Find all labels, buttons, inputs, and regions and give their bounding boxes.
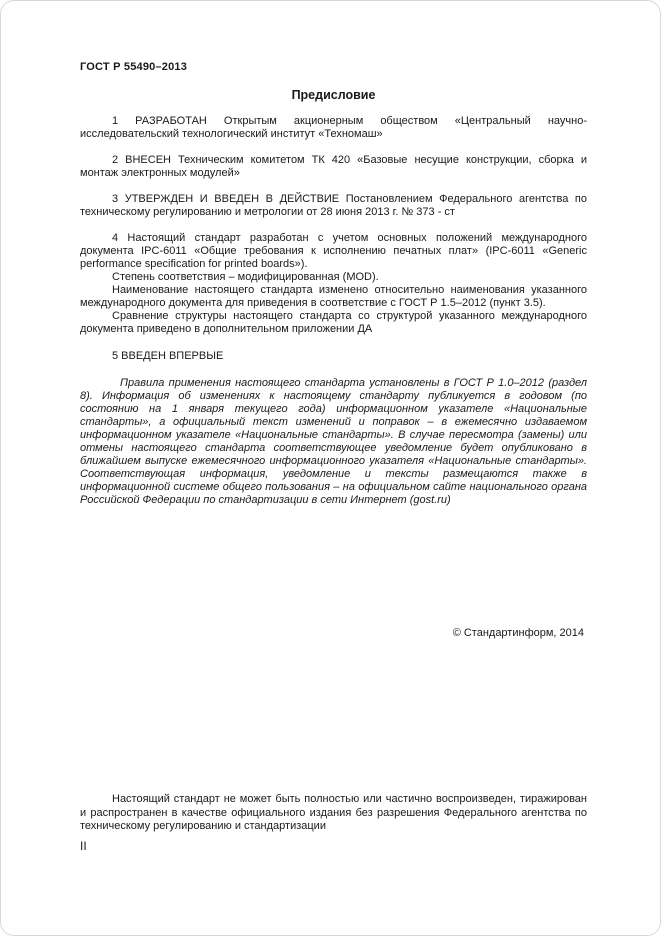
page-number: II [80,839,87,853]
paragraph-conformity-degree: Степень соответствия – модифицированная (MOD). [112,271,379,283]
paragraph-structure-comparison: Сравнение структуры настоящего стандарта со структурой указанного международного документа приведено в дополнительном приложении ДА [80,310,587,335]
paragraph-developed: 1 РАЗРАБОТАН Открытым акционерным обществом «Центральный научно-исследовательский технологический институт «Техномаш» [80,115,587,140]
paragraph-submitted: 2 ВНЕСЕН Техническим комитетом ТК 420 «Базовые несущие конструкции, сборка и монтаж электронных модулей» [80,154,587,179]
paragraph-international-basis: 4 Настоящий стандарт разработан с учетом основных положений международного документа IPC-6011 «Общие требования к исполнению печатных плат» (IPC-6011 «Generic performance specification for printed boards»). [80,232,587,270]
paragraph-title-change: Наименование настоящего стандарта изменено относительно наименования указанного международного документа для приведения в соответствие с ГОСТ Р 1.5–2012 (пункт 3.5). [80,284,587,309]
paragraph-approved: 3 УТВЕРЖДЕН И ВВЕДЕН В ДЕЙСТВИЕ Постановлением Федерального агентства по техническому регулированию и метрологии от 28 июня 2013 г. № 373 - ст [80,193,587,218]
page-content [80,61,587,507]
page-title: Предисловие [291,88,376,102]
reproduction-restriction-notice: Настоящий стандарт не может быть полностью или частично воспроизведен, тиражирован и распространен в качестве официального издания без разрешения Федерального агентства по техническому регулированию и стандартизации [80,793,587,832]
paragraph-first-edition: 5 ВВЕДЕН ВПЕРВЫЕ [112,350,224,362]
doc-code: ГОСТ Р 55490–2013 [80,61,188,73]
paragraph-application-rules-note: Правила применения настоящего стандарта установлены в ГОСТ Р 1.0–2012 (раздел 8). Информация об изменениях к настоящему стандарту публикуется в годовом (по состоянию на 1 января текущего года) информационном указателе «Национальные стандарты», а официальный текст изменений и поправок – в ежемесячно издаваемом информационном указателе «Национальные стандарты». В случае пересмотра (замены) или отмены настоящего стандарта соответствующее уведомление будет опубликовано в ближайшем выпуске ежемесячного информационного указателя «Национальные стандарты». Соответствующая информация, уведомление и тексты размещаются также в информационной системе общего пользования – на официальном сайте национального органа Российской Федерации по стандартизации в сети Интернет (gost.ru) [80,377,587,506]
copyright-notice: © Стандартинформ, 2014 [452,627,584,639]
